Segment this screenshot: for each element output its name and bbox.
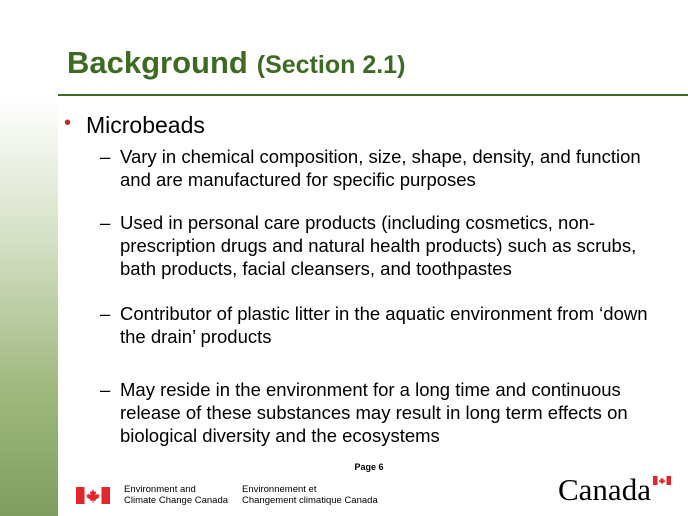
wordmark-flag-icon	[653, 476, 671, 485]
sub-point	[100, 378, 675, 447]
side-gradient-bar	[0, 96, 58, 516]
sub-point-text: May reside in the environment for a long time and continuous release of these substances may result in long term effects on biological diversity and the ecosystems	[120, 379, 628, 446]
canada-wordmark: Canada	[558, 472, 651, 507]
department-en-line: Environment and	[124, 484, 196, 495]
sub-point-text: Used in personal care products (including cosmetics, non-prescription drugs and natural health products) such as scrubs, bath products, facial cleansers, and toothpastes	[120, 212, 637, 279]
page-number: Page 6	[354, 462, 384, 472]
title-divider	[58, 94, 688, 96]
dash-marker: –	[100, 212, 111, 233]
canada-flag-icon	[76, 487, 110, 504]
department-name-french	[242, 484, 378, 506]
main-bullet-text: Microbeads	[86, 112, 205, 138]
sub-point	[100, 211, 675, 280]
department-fr-line: Changement climatique Canada	[242, 495, 378, 506]
sub-point	[100, 145, 675, 191]
sub-point-text: Vary in chemical composition, size, shape, density, and function and are manufactured for specific purposes	[120, 146, 641, 190]
slide-title-section: (Section 2.1)	[256, 51, 406, 79]
dash-marker: –	[100, 146, 111, 167]
department-fr-line: Environnement et	[242, 484, 317, 495]
slide-title-main: Background	[67, 45, 248, 80]
department-en-line: Climate Change Canada	[124, 495, 229, 506]
slide-title	[67, 44, 405, 81]
sub-point-text: Contributor of plastic litter in the aquatic environment from ‘down the drain’ products	[120, 303, 648, 347]
sub-point	[100, 302, 675, 348]
dash-marker: –	[100, 303, 111, 324]
bullet-marker: •	[64, 112, 72, 134]
dash-marker: –	[100, 379, 111, 400]
department-name-english	[124, 484, 228, 506]
